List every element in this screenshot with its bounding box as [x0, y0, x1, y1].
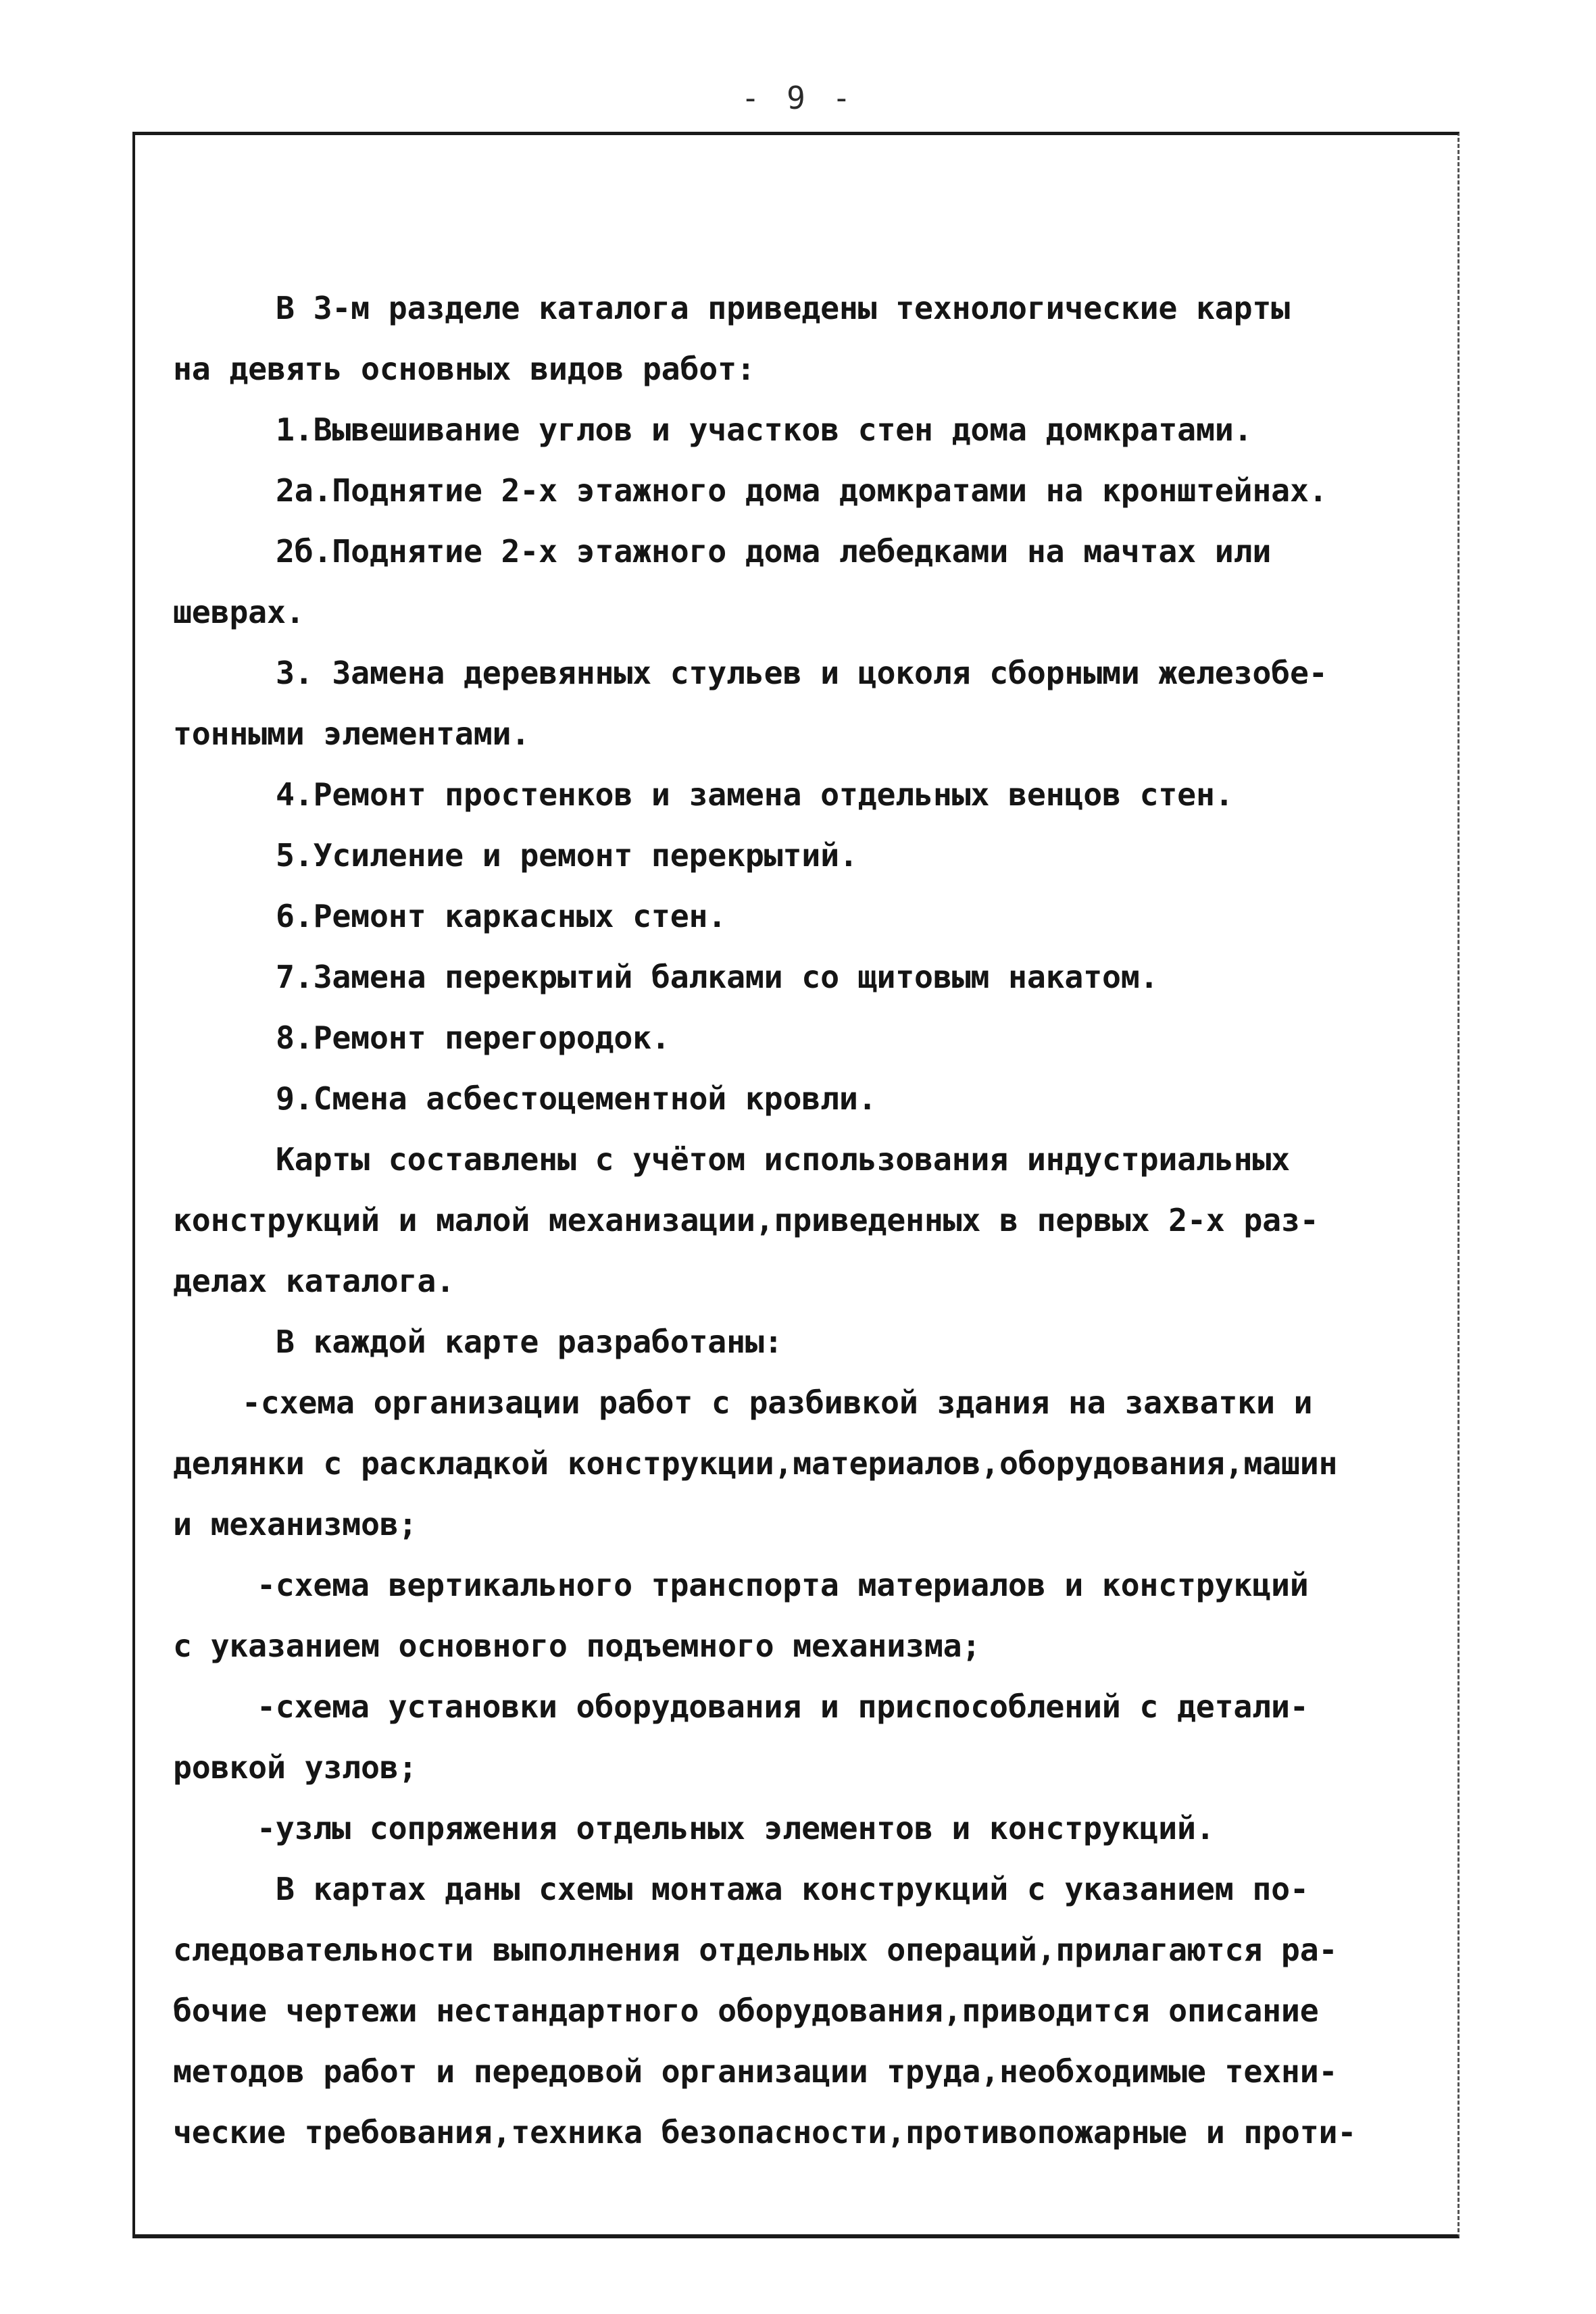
text-line: 1.Вывешивание углов и участков стен дома домкратами.	[276, 411, 1253, 448]
text-line: ческие требования,техника безопасности,противопожарные и проти-	[173, 2114, 1357, 2150]
text-line: -схема установки оборудования и приспособлений с детали-	[257, 1688, 1309, 1725]
text-line: бочие чертежи нестандартного оборудования,приводится описание	[173, 1992, 1319, 2029]
text-line: 3. Замена деревянных стульев и цоколя сборными железобе-	[276, 655, 1328, 691]
text-line: тонными элементами.	[173, 715, 530, 752]
text-line: шеврах.	[173, 594, 305, 630]
text-line: -схема организации работ с разбивкой здания на захватки и	[242, 1384, 1313, 1421]
text-line: В 3-м разделе каталога приведены технологические карты	[276, 290, 1290, 326]
page-number: - 9 -	[741, 80, 855, 116]
text-line: 2а.Поднятие 2-х этажного дома домкратами на кронштейнах.	[276, 472, 1328, 509]
text-line: 7.Замена перекрытий балками со щитовым накатом.	[276, 959, 1159, 995]
text-line: 4.Ремонт простенков и замена отдельных венцов стен.	[276, 776, 1234, 813]
text-line: методов работ и передовой организации труда,необходимые техни-	[173, 2053, 1338, 2090]
text-line: -узлы сопряжения отдельных элементов и конструкций.	[257, 1810, 1215, 1846]
text-line: следовательности выполнения отдельных операций,прилагаются ра-	[173, 1932, 1338, 1968]
text-line: ровкой узлов;	[173, 1749, 418, 1786]
text-line: делянки с раскладкой конструкции,материалов,оборудования,машин	[173, 1445, 1338, 1482]
text-line: конструкций и малой механизации,приведенных в первых 2-х раз-	[173, 1202, 1319, 1238]
text-line: с указанием основного подъемного механизма;	[173, 1628, 981, 1664]
text-line: и механизмов;	[173, 1506, 418, 1542]
text-line: 2б.Поднятие 2-х этажного дома лебедками на мачтах или	[276, 533, 1272, 570]
text-line: 9.Смена асбестоцементной кровли.	[276, 1080, 877, 1117]
text-line: -схема вертикального транспорта материалов и конструкций	[257, 1567, 1309, 1603]
text-line: В каждой карте разработаны:	[276, 1324, 783, 1360]
text-line: делах каталога.	[173, 1263, 455, 1299]
text-line: на девять основных видов работ:	[173, 351, 755, 387]
text-line: Карты составлены с учётом использования индустриальных	[276, 1141, 1290, 1178]
text-line: В картах даны схемы монтажа конструкций с указанием по-	[276, 1871, 1309, 1907]
text-line: 8.Ремонт перегородок.	[276, 1020, 670, 1056]
text-line: 5.Усиление и ремонт перекрытий.	[276, 837, 858, 874]
text-line: 6.Ремонт каркасных стен.	[276, 898, 727, 934]
